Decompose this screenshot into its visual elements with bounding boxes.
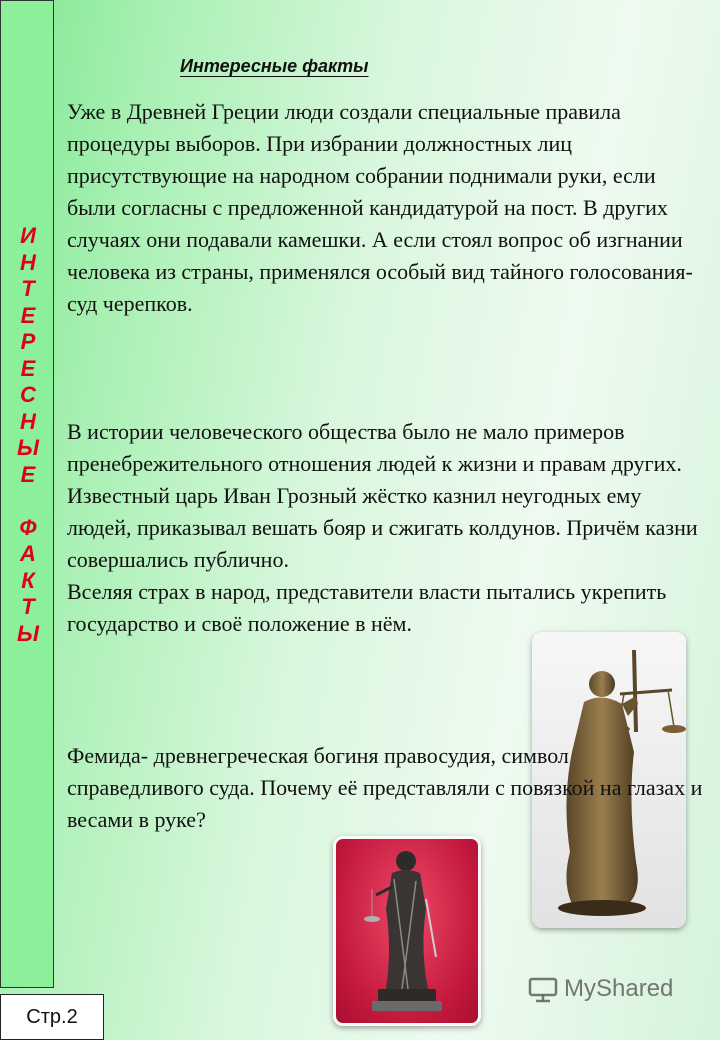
paragraph-greek-elections: Уже в Древней Греции люди создали специальные правила процедуры выборов. При избрании должностных лиц присутствующие на народном собрании поднимали руки, если были согласны с предложенной кандидатурой на пост. В других случаях они подавали камешки. А если стоял вопрос об изгнании человека из страны, применялся особый вид тайного голосования- суд черепков.	[67, 99, 693, 316]
page-number-box	[0, 994, 104, 1040]
myshared-watermark	[528, 975, 673, 1003]
myshared-logo-icon	[528, 975, 558, 1003]
banner-letter: Ф	[19, 514, 37, 540]
paragraph-themis: Фемида- древнегреческая богиня правосудия, символ справедливого суда. Почему её представляли с повязкой на глазах и весами в руке?	[67, 743, 703, 832]
themis-statuette-icon	[336, 839, 478, 1023]
banner-letter: Р	[20, 329, 36, 354]
banner-letter: Т	[21, 594, 35, 619]
page-title: Интересные факты	[180, 56, 369, 76]
banner-letter: Н	[20, 408, 36, 434]
banner-letter: Ы	[17, 620, 39, 646]
banner-letter: Т	[21, 276, 35, 301]
themis-statuette-photo	[333, 836, 481, 1026]
banner-letter: Е	[20, 302, 36, 328]
banner-letter: Ы	[17, 435, 39, 460]
banner-spacer	[1, 488, 55, 515]
paragraph-history-rights: В истории человеческого общества было не мало примеров пренебрежительного отношения людей к жизни и правам других. Известный царь Иван Грозный жёстко казнил неугодных ему людей, приказывал вешать бояр и сжигать колдунов. Причём казни совершались публично. Вселяя страх в народ, представители власти пытались укрепить государство и своё положение в нём.	[67, 419, 698, 636]
side-banner-text	[1, 223, 55, 647]
banner-letter: Н	[20, 249, 36, 275]
banner-letter: К	[21, 567, 35, 593]
page-number-label: Стр.2	[26, 1005, 78, 1028]
banner-letter: Е	[20, 461, 36, 487]
banner-letter: С	[20, 382, 36, 407]
side-banner	[0, 0, 54, 988]
watermark-text: MyShared	[564, 975, 674, 1002]
banner-letter: А	[20, 541, 36, 566]
banner-letter: И	[20, 223, 36, 248]
banner-letter: Е	[20, 355, 36, 381]
